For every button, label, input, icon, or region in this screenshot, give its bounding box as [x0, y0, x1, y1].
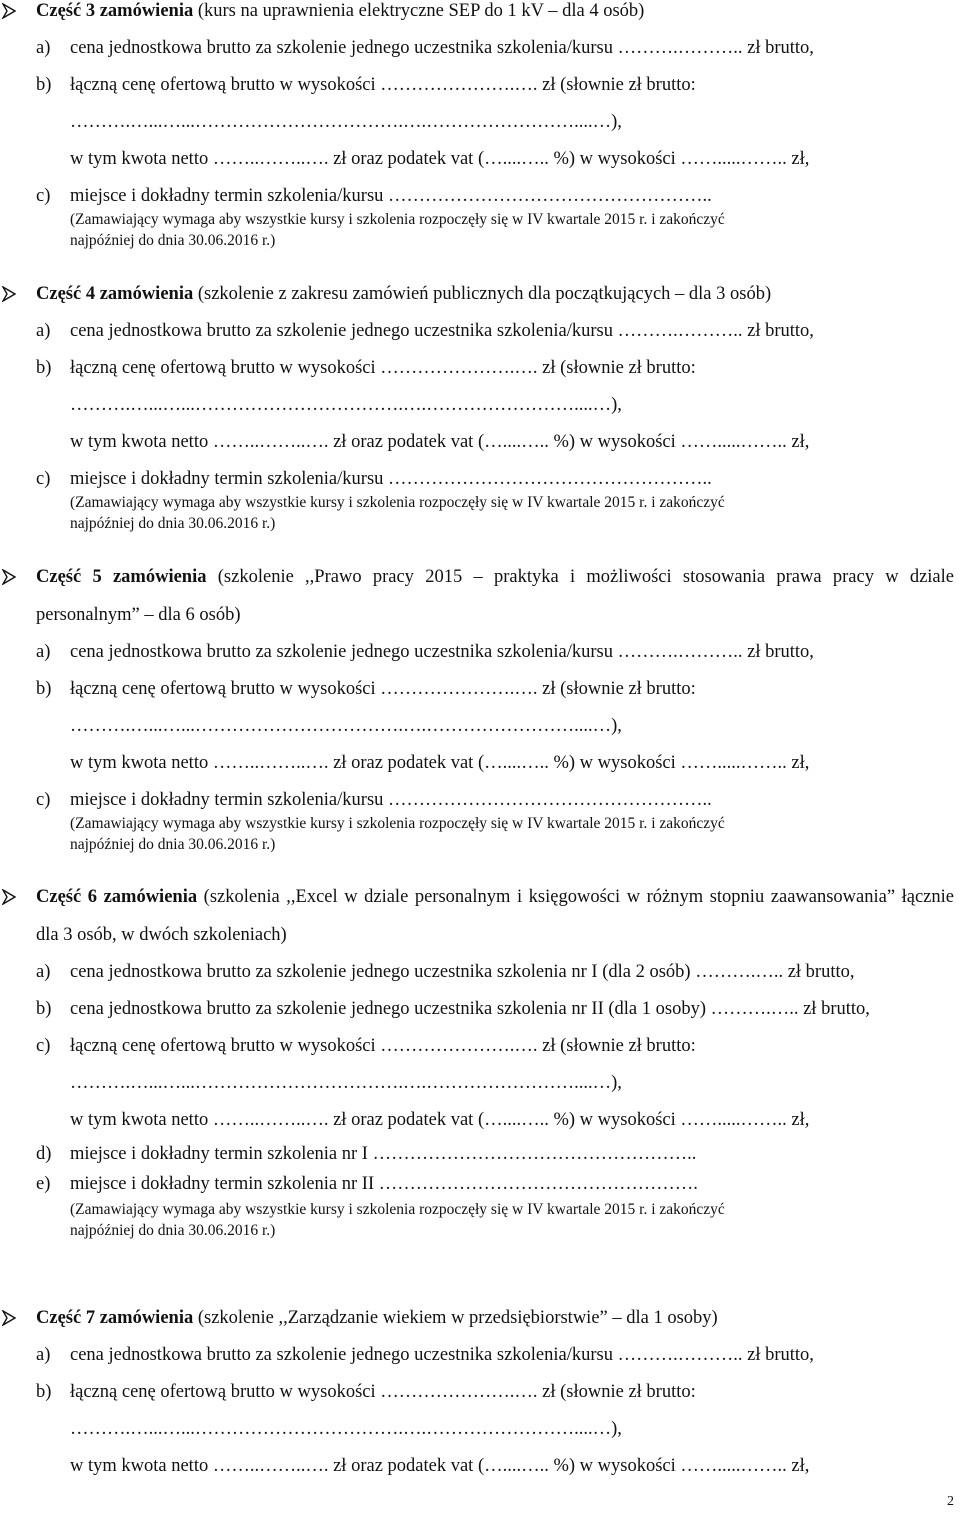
item-unit-price-1: a) cena jednostkowa brutto za szkolenie jednego uczestnika szkolenia nr I (dla 2 osób) ……….….. zł brutto, — [36, 962, 855, 982]
deadline-note: (Zamawiający wymaga aby wszystkie kursy i szkolenia rozpoczęły się w IV kwartale 2015 r. i zakończyć — [70, 1201, 725, 1218]
item-place-date-1: d) miejsce i dokładny termin szkolenia nr I …………………………………………….. — [36, 1144, 697, 1164]
part-description: (kurs na uprawnienia elektryczne SEP do 1 kV – dla 4 osób) — [197, 1, 645, 21]
words-line: ……….…...…...…………………………….….……………………....…), — [70, 1073, 622, 1093]
section-part-6 — [0, 878, 960, 1241]
item-unit-price-2: b) cena jednostkowa brutto za szkolenie jednego uczestnika szkolenia nr II (dla 1 osoby) ……….….. zł brutto, — [36, 999, 870, 1019]
page-number: 2 — [947, 1494, 954, 1509]
section-part-7 — [0, 1299, 960, 1485]
section-heading — [36, 1299, 954, 1337]
item-place-date: c) miejsce i dokładny termin szkolenia/kursu …………………………………………….. — [36, 469, 712, 489]
part-description: (szkolenia ,,Excel w dziale personalnym i księgowości w różnym stopniu zaawansowania” łącznie dla 3 osób, w dwóch szkoleniach) — [36, 887, 954, 945]
part-description: (szkolenie ,,Prawo pracy 2015 – praktyka i możliwości stosowania prawa pracy w dziale personalnym” – dla 6 osób) — [36, 567, 954, 625]
net-vat-line: w tym kwota netto ……..……..…. zł oraz podatek vat (…....….. %) w wysokości …….....…….. zł, — [70, 1456, 810, 1476]
item-total-price: b) łączną cenę ofertową brutto w wysokości ………………….…. zł (słownie zł brutto: — [36, 1382, 696, 1402]
arrowhead-bullet-icon — [2, 569, 16, 585]
item-total-price: b) łączną cenę ofertową brutto w wysokości ………………….…. zł (słownie zł brutto: — [36, 679, 696, 699]
part-title: Część 5 zamówienia — [36, 567, 207, 587]
item-place-date: c) miejsce i dokładny termin szkolenia/kursu …………………………………………….. — [36, 790, 712, 810]
deadline-note-end: najpóźniej do dnia 30.06.2016 r.) — [70, 836, 276, 853]
item-total-price: b) łączną cenę ofertową brutto w wysokości ………………….…. zł (słownie zł brutto: — [36, 75, 696, 95]
deadline-note: (Zamawiający wymaga aby wszystkie kursy i szkolenia rozpoczęły się w IV kwartale 2015 r. i zakończyć — [70, 211, 725, 228]
item-unit-price: a) cena jednostkowa brutto za szkolenie jednego uczestnika szkolenia/kursu ……….……….. zł brutto, — [36, 321, 814, 341]
section-part-4 — [0, 275, 960, 534]
words-line: ……….…...…...…………………………….….……………………....…), — [70, 716, 622, 736]
item-total-price: b) łączną cenę ofertową brutto w wysokości ………………….…. zł (słownie zł brutto: — [36, 358, 696, 378]
deadline-note-end: najpóźniej do dnia 30.06.2016 r.) — [70, 232, 276, 249]
part-description: (szkolenie ,,Zarządzanie wiekiem w przedsiębiorstwie” – dla 1 osoby) — [197, 1308, 718, 1328]
item-unit-price: a) cena jednostkowa brutto za szkolenie jednego uczestnika szkolenia/kursu ……….……….. zł brutto, — [36, 642, 814, 662]
section-heading — [36, 558, 954, 634]
deadline-note-end: najpóźniej do dnia 30.06.2016 r.) — [70, 515, 276, 532]
section-heading — [36, 878, 954, 954]
arrowhead-bullet-icon — [2, 889, 16, 905]
section-heading — [36, 0, 954, 30]
item-unit-price: a) cena jednostkowa brutto za szkolenie jednego uczestnika szkolenia/kursu ……….……….. zł brutto, — [36, 38, 814, 58]
arrowhead-bullet-icon — [2, 3, 16, 19]
arrowhead-bullet-icon — [2, 1310, 16, 1326]
part-title: Część 3 zamówienia — [36, 1, 194, 21]
item-place-date: c) miejsce i dokładny termin szkolenia/kursu …………………………………………….. — [36, 186, 712, 206]
deadline-note: (Zamawiający wymaga aby wszystkie kursy i szkolenia rozpoczęły się w IV kwartale 2015 r. i zakończyć — [70, 815, 725, 832]
deadline-note-end: najpóźniej do dnia 30.06.2016 r.) — [70, 1222, 276, 1239]
net-vat-line: w tym kwota netto ……..……..…. zł oraz podatek vat (…....….. %) w wysokości …….....…….. zł, — [70, 149, 810, 169]
deadline-note: (Zamawiający wymaga aby wszystkie kursy i szkolenia rozpoczęły się w IV kwartale 2015 r. i zakończyć — [70, 494, 725, 511]
net-vat-line: w tym kwota netto ……..……..…. zł oraz podatek vat (…....….. %) w wysokości …….....…….. zł, — [70, 753, 810, 773]
part-description: (szkolenie z zakresu zamówień publicznych dla początkujących – dla 3 osób) — [197, 284, 772, 304]
item-place-date-2: e) miejsce i dokładny termin szkolenia nr II ……………………………………………. — [36, 1174, 698, 1194]
words-line: ……….…...…...…………………………….….……………………....…), — [70, 395, 622, 415]
part-title: Część 6 zamówienia — [36, 887, 198, 907]
item-total-price: c) łączną cenę ofertową brutto w wysokości ………………….…. zł (słownie zł brutto: — [36, 1036, 696, 1056]
net-vat-line: w tym kwota netto ……..……..…. zł oraz podatek vat (…....….. %) w wysokości …….....…….. zł, — [70, 432, 810, 452]
section-heading — [36, 275, 954, 313]
part-title: Część 7 zamówienia — [36, 1308, 194, 1328]
part-title: Część 4 zamówienia — [36, 284, 194, 304]
item-unit-price: a) cena jednostkowa brutto za szkolenie jednego uczestnika szkolenia/kursu ……….……….. zł brutto, — [36, 1345, 814, 1365]
words-line: ……….…...…...…………………………….….……………………....…), — [70, 112, 622, 132]
arrowhead-bullet-icon — [2, 286, 16, 302]
section-part-5 — [0, 558, 960, 855]
section-part-3 — [0, 0, 960, 251]
net-vat-line: w tym kwota netto ……..……..…. zł oraz podatek vat (…....….. %) w wysokości …….....…….. zł, — [70, 1110, 810, 1130]
words-line: ……….…...…...…………………………….….……………………....…), — [70, 1419, 622, 1439]
